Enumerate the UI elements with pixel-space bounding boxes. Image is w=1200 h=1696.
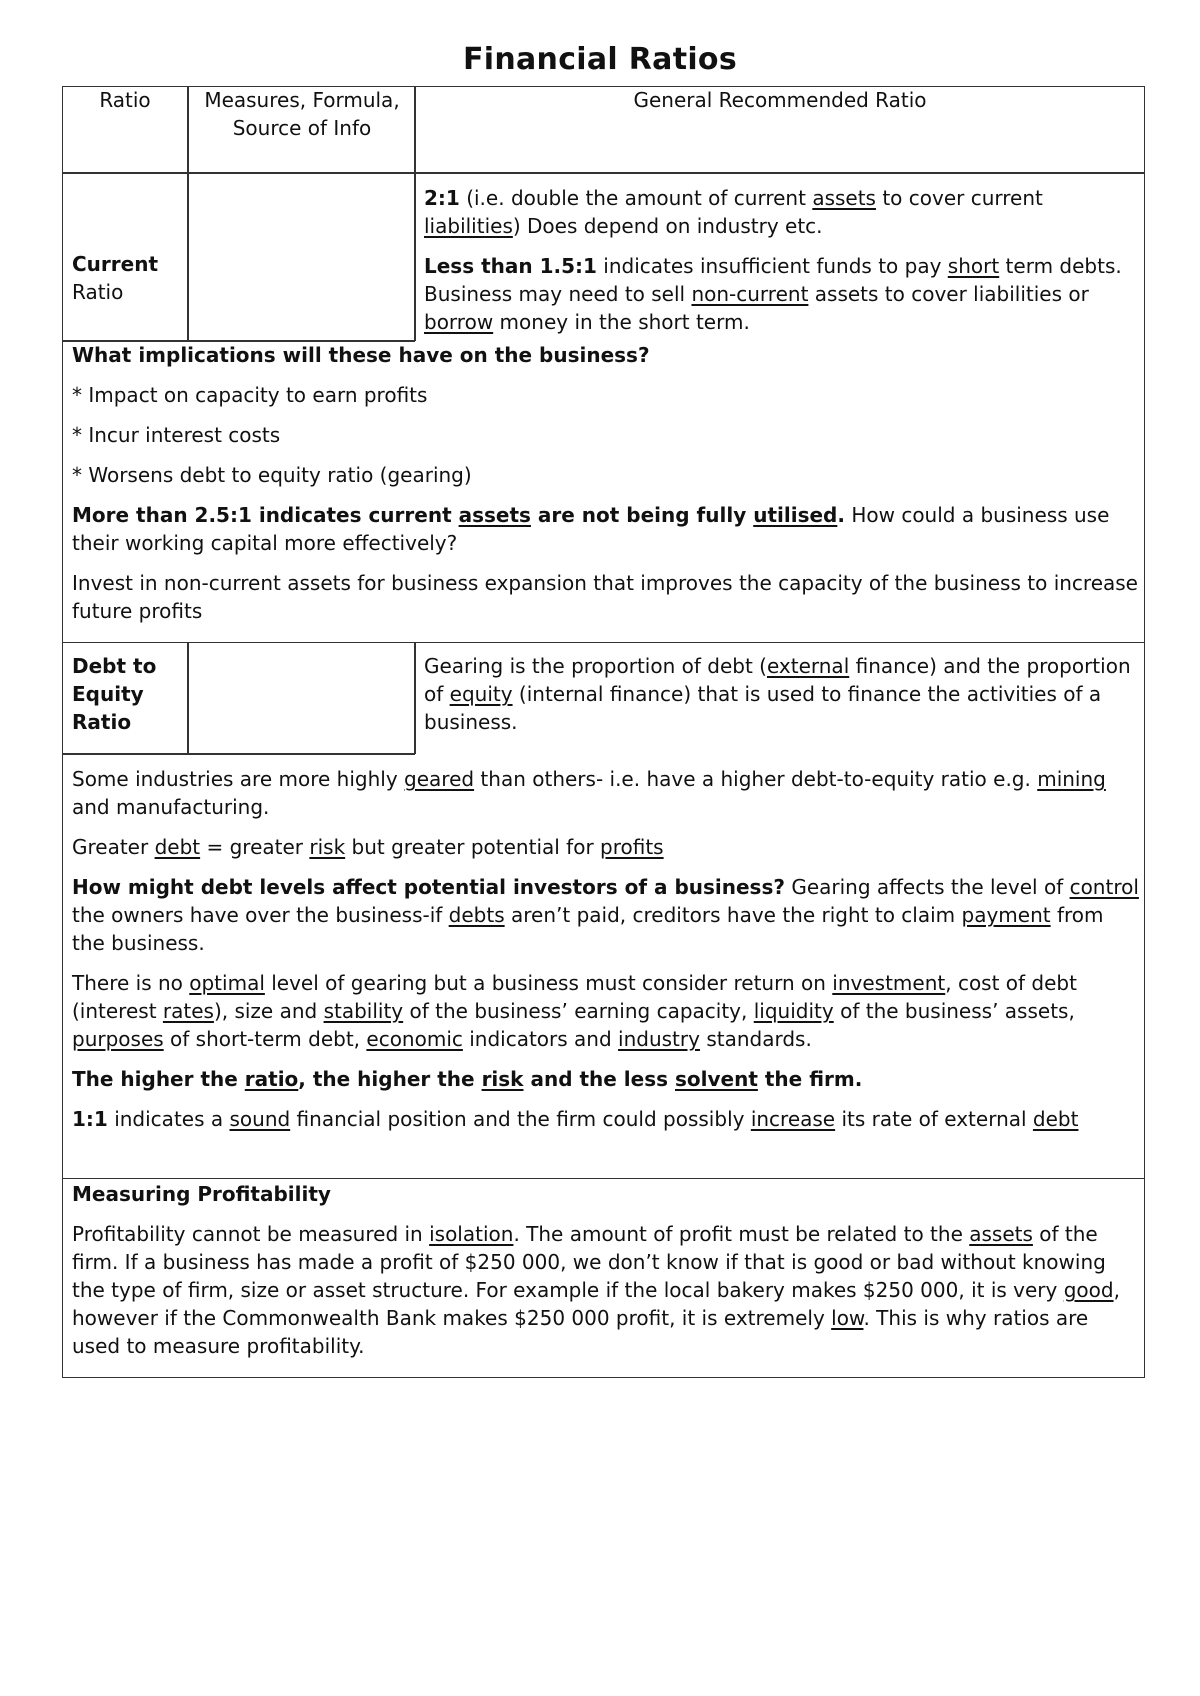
bullet-1: * Impact on capacity to earn profits (72, 383, 428, 407)
header-recommended: General Recommended Ratio (633, 88, 927, 112)
debt-equity-desc: Gearing is the proportion of debt (external finance) and the proportion of equity (internal finance) that is used to finance the activities of a business. (424, 654, 1131, 734)
gearing-p2: Greater debt = greater risk but greater potential for profits (72, 835, 664, 859)
header-ratio: Ratio (99, 88, 151, 112)
invest-note: Invest in non-current assets for business expansion that improves the capacity of the business to increase future profits (72, 571, 1138, 623)
current-ratio-label: Current Ratio (72, 252, 159, 304)
profitability-heading: Measuring Profitability (72, 1182, 331, 1206)
current-ratio-less-than: Less than 1.5:1 indicates insufficient funds to pay short term debts. Business may need to sell non-current assets to cover liabilities or borrow money in the short term. (424, 254, 1122, 334)
profitability-text: Profitability cannot be measured in isolation. The amount of profit must be related to the assets of the firm. If a business has made a profit of $250 000, we don’t know if that is good or bad without knowing the type of firm, size or asset structure. For example if the local bakery makes $250 000, it is very good, however if the Commonwealth Bank makes $250 000 profit, it is extremely low. This is why ratios are used to measure profitability. (72, 1222, 1120, 1358)
gearing-p1: Some industries are more highly geared than others- i.e. have a higher debt-to-equity ratio e.g. mining and manufacturing. (72, 767, 1106, 819)
more-than-note: More than 2.5:1 indicates current assets are not being fully utilised. How could a business use their working capital more effectively? (72, 503, 1110, 555)
gearing-block (72, 765, 1140, 1145)
debt-equity-label: Debt to Equity Ratio (72, 654, 157, 734)
profitability-block (72, 1180, 1140, 1372)
bullet-2: * Incur interest costs (72, 423, 281, 447)
current-ratio-recommended (424, 184, 1136, 348)
bullet-3: * Worsens debt to equity ratio (gearing) (72, 463, 472, 487)
gearing-p6: 1:1 indicates a sound financial position and the firm could possibly increase its rate of external debt (72, 1107, 1079, 1131)
gearing-p5: The higher the ratio, the higher the risk and the less solvent the firm. (72, 1067, 863, 1091)
header-measures: Measures, Formula, Source of Info (204, 88, 400, 140)
implications-block (72, 341, 1140, 637)
gearing-p4: There is no optimal level of gearing but a business must consider return on investment, cost of debt (interest rates), size and stability of the business’ earning capacity, liquidity of the business’ assets, purposes of short-term debt, economic indicators and industry standards. (72, 971, 1077, 1051)
current-ratio-2-1: 2:1 (i.e. double the amount of current assets to cover current liabilities) Does depend on industry etc. (424, 186, 1043, 238)
implications-question: What implications will these have on the business? (72, 343, 650, 367)
gearing-p3: How might debt levels affect potential investors of a business? Gearing affects the level of control the owners have over the business-if debts aren’t paid, creditors have the right to claim payment from the business. (72, 875, 1139, 955)
page-title: Financial Ratios (462, 42, 737, 77)
